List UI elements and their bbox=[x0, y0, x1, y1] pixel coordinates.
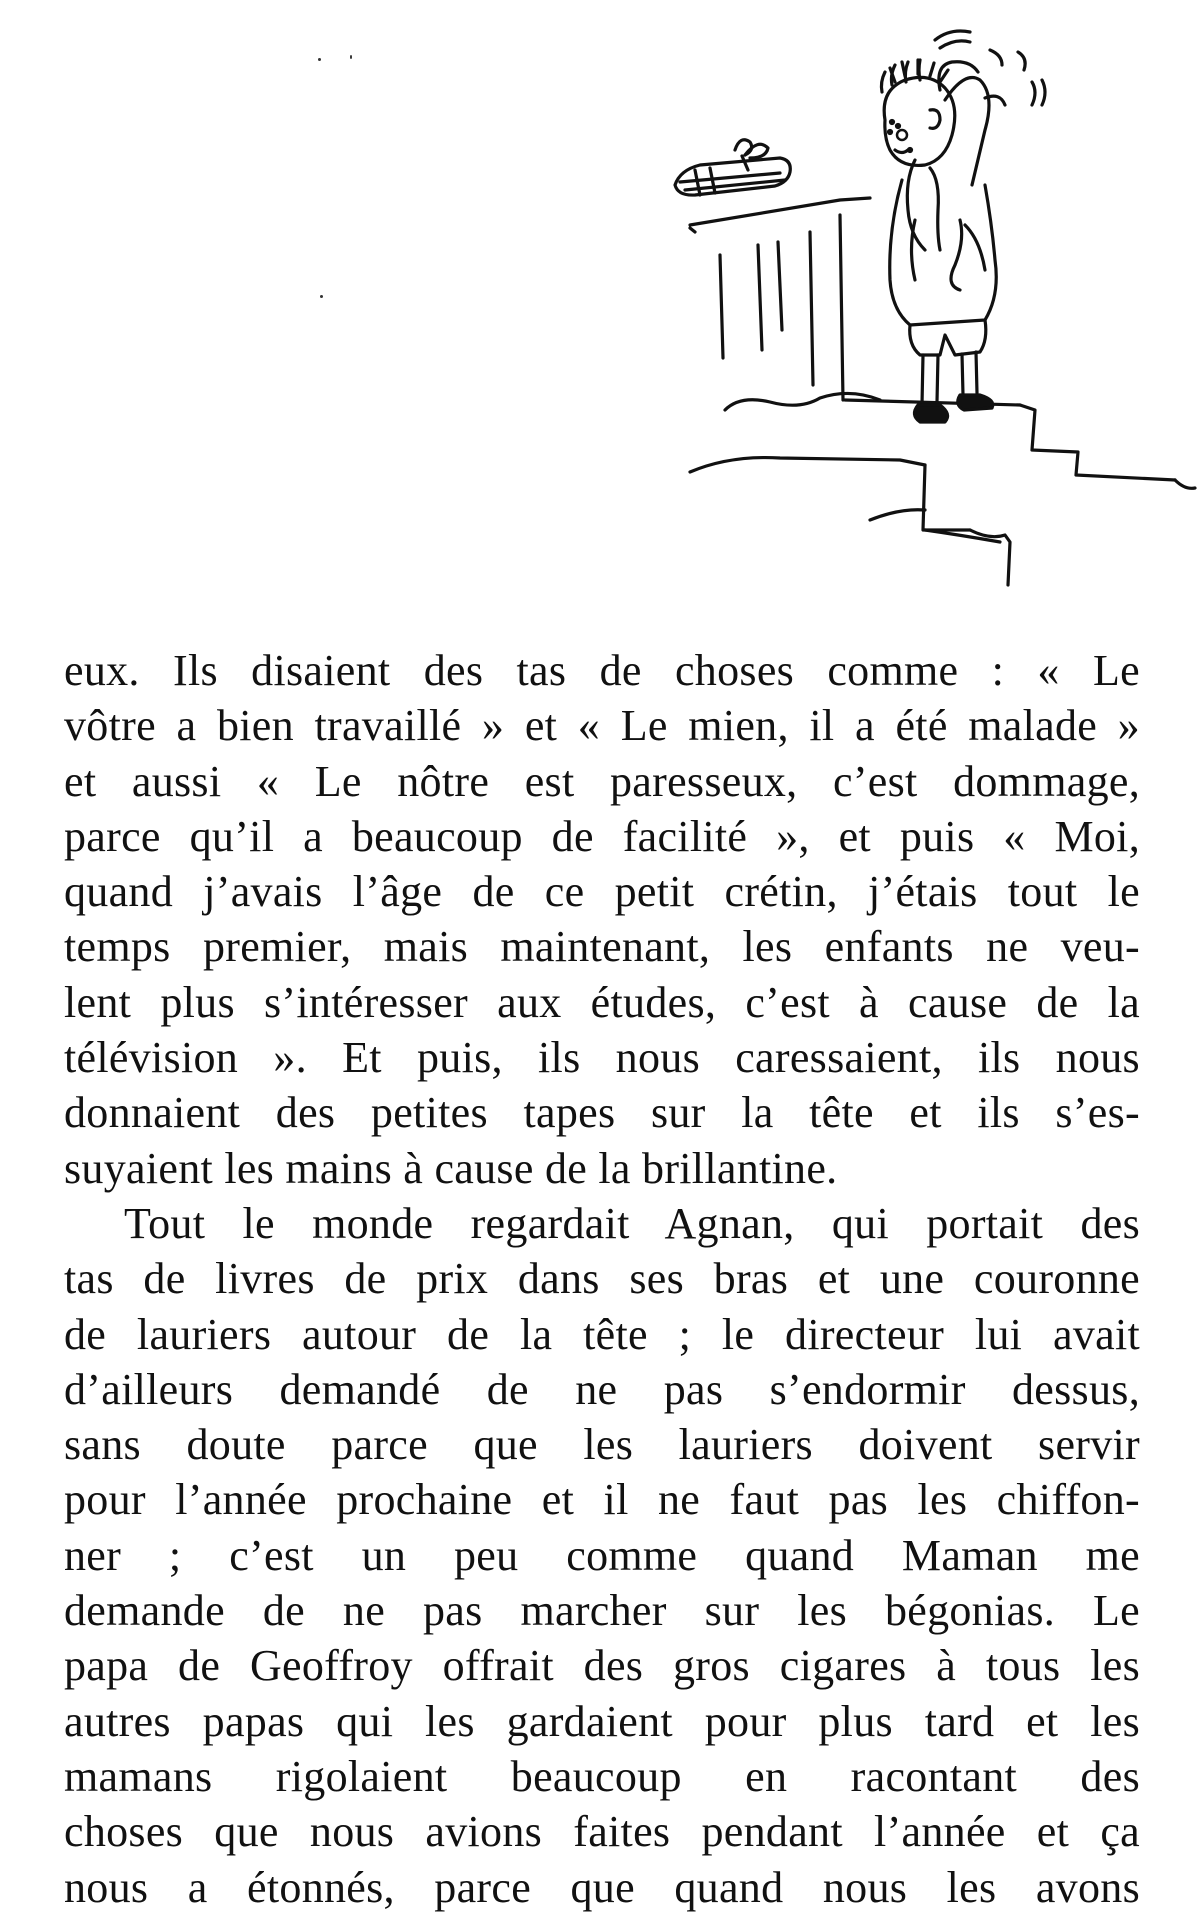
boy-figure bbox=[881, 31, 1045, 422]
stairs-outline bbox=[690, 400, 1195, 585]
text-line: d’ailleurs demandé de ne pas s’endormir dessus, bbox=[64, 1364, 1140, 1414]
text-line: autres papas qui les gardaient pour plus tard et les bbox=[64, 1696, 1140, 1746]
text-line: tas de livres de prix dans ses bras et une couronne bbox=[64, 1254, 1140, 1304]
text-line: télévision ». Et puis, ils nous caressaient, ils nous bbox=[64, 1033, 1140, 1083]
paragraph-1 bbox=[64, 643, 1140, 1196]
text-line: mamans rigolaient beaucoup en racontant des bbox=[64, 1751, 1140, 1801]
text-line: choses que nous avions faites pendant l’année et ça bbox=[64, 1807, 1140, 1857]
text-line: et aussi « Le nôtre est paresseux, c’est dommage, bbox=[64, 756, 1140, 806]
text-line: vôtre a bien travaillé » et « Le mien, il a été malade » bbox=[64, 701, 1140, 751]
speck-mark bbox=[318, 58, 321, 61]
text-line: temps premier, mais maintenant, les enfants ne veu- bbox=[64, 922, 1140, 972]
text-line: lent plus s’intéresser aux études, c’est à cause de la bbox=[64, 977, 1140, 1027]
text-line: de lauriers autour de la tête ; le directeur lui avait bbox=[64, 1309, 1140, 1359]
boy-on-stairs-illustration bbox=[640, 10, 1200, 610]
text-line: demande de ne pas marcher sur les bégonias. Le bbox=[64, 1586, 1140, 1636]
table-outline bbox=[690, 198, 880, 410]
text-line: pour l’année prochaine et il ne faut pas les chiffon- bbox=[64, 1475, 1140, 1525]
text-line: suyaient les mains à cause de la brillantine. bbox=[64, 1143, 838, 1193]
gift-package-icon bbox=[675, 140, 790, 195]
text-line: nous a étonnés, parce que quand nous les avons bbox=[64, 1862, 1140, 1912]
text-line: quand j’avais l’âge de ce petit crétin, j’étais tout le bbox=[64, 867, 1140, 917]
text-line: ner ; c’est un peu comme quand Maman me bbox=[64, 1530, 1140, 1580]
text-line: Tout le monde regardait Agnan, qui portait des bbox=[124, 1198, 1140, 1248]
text-line: parce qu’il a beaucoup de facilité », et puis « Moi, bbox=[64, 811, 1140, 861]
text-line: sans doute parce que les lauriers doivent servir bbox=[64, 1420, 1140, 1470]
speck-mark bbox=[320, 295, 323, 298]
text-line: eux. Ils disaient des tas de choses comme : « Le bbox=[64, 646, 1140, 695]
paragraph-2 bbox=[64, 1196, 1140, 1915]
text-line: donnaient des petites tapes sur la tête et ils s’es- bbox=[64, 1088, 1140, 1138]
body-text bbox=[64, 643, 1140, 1915]
text-line: papa de Geoffroy offrait des gros cigares à tous les bbox=[64, 1641, 1140, 1691]
speck-mark bbox=[350, 55, 352, 59]
